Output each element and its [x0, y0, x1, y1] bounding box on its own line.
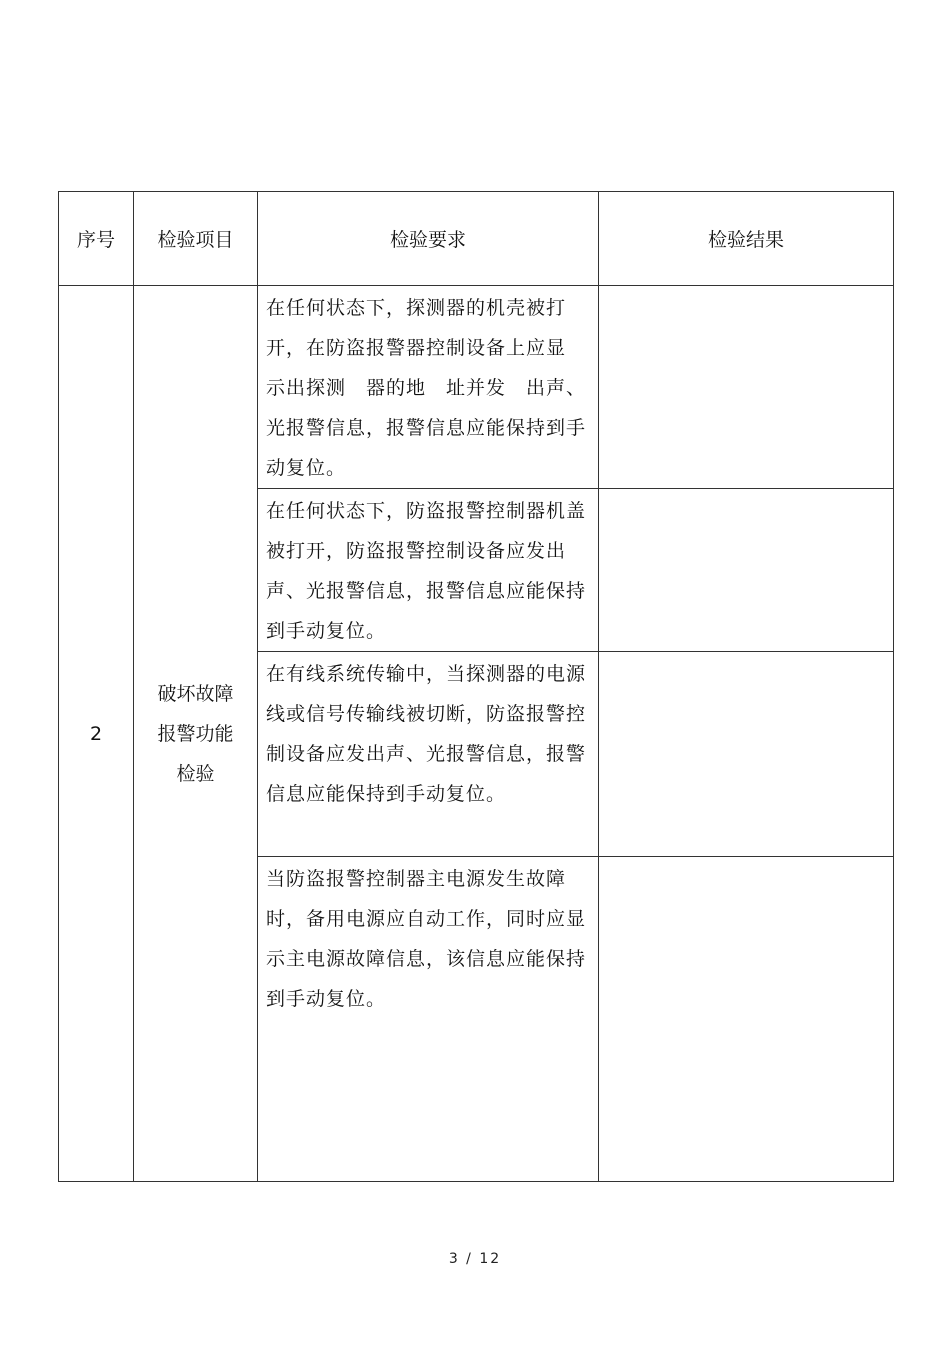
result-cell[interactable]	[599, 652, 894, 857]
result-cell[interactable]	[599, 857, 894, 1182]
header-requirement: 检验要求	[258, 192, 599, 286]
page-indicator: 3 / 12	[448, 1251, 502, 1267]
table-header-row	[59, 192, 894, 286]
table-row	[59, 286, 894, 489]
item-line: 破坏故障	[157, 682, 234, 705]
inspection-table	[58, 191, 894, 1182]
result-cell[interactable]	[599, 489, 894, 652]
item-line: 报警功能	[157, 722, 234, 745]
header-seq: 序号	[59, 192, 134, 286]
requirement-cell: 在有线系统传输中，当探测器的电源线或信号传输线被切断，防盗报警控制设备应发出声、光报警信息，报警信息应能保持到手动复位。	[258, 652, 599, 857]
requirement-cell: 在任何状态下，防盗报警控制器机盖被打开，防盗报警控制设备应发出声、光报警信息，报警信息应能保持到手动复位。	[258, 489, 599, 652]
header-result: 检验结果	[599, 192, 894, 286]
item-cell	[134, 286, 258, 1182]
requirement-cell: 在任何状态下，探测器的机壳被打开，在防盗报警器控制设备上应显 示出探测 器的地 址并发 出声、光报警信息，报警信息应能保持到手动复位。	[258, 286, 599, 489]
item-line: 检验	[176, 762, 215, 785]
result-cell[interactable]	[599, 286, 894, 489]
seq-cell: 2	[59, 286, 134, 1182]
header-item: 检验项目	[134, 192, 258, 286]
requirement-cell: 当防盗报警控制器主电源发生故障时，备用电源应自动工作，同时应显示主电源故障信息，该信息应能保持到手动复位。	[258, 857, 599, 1182]
